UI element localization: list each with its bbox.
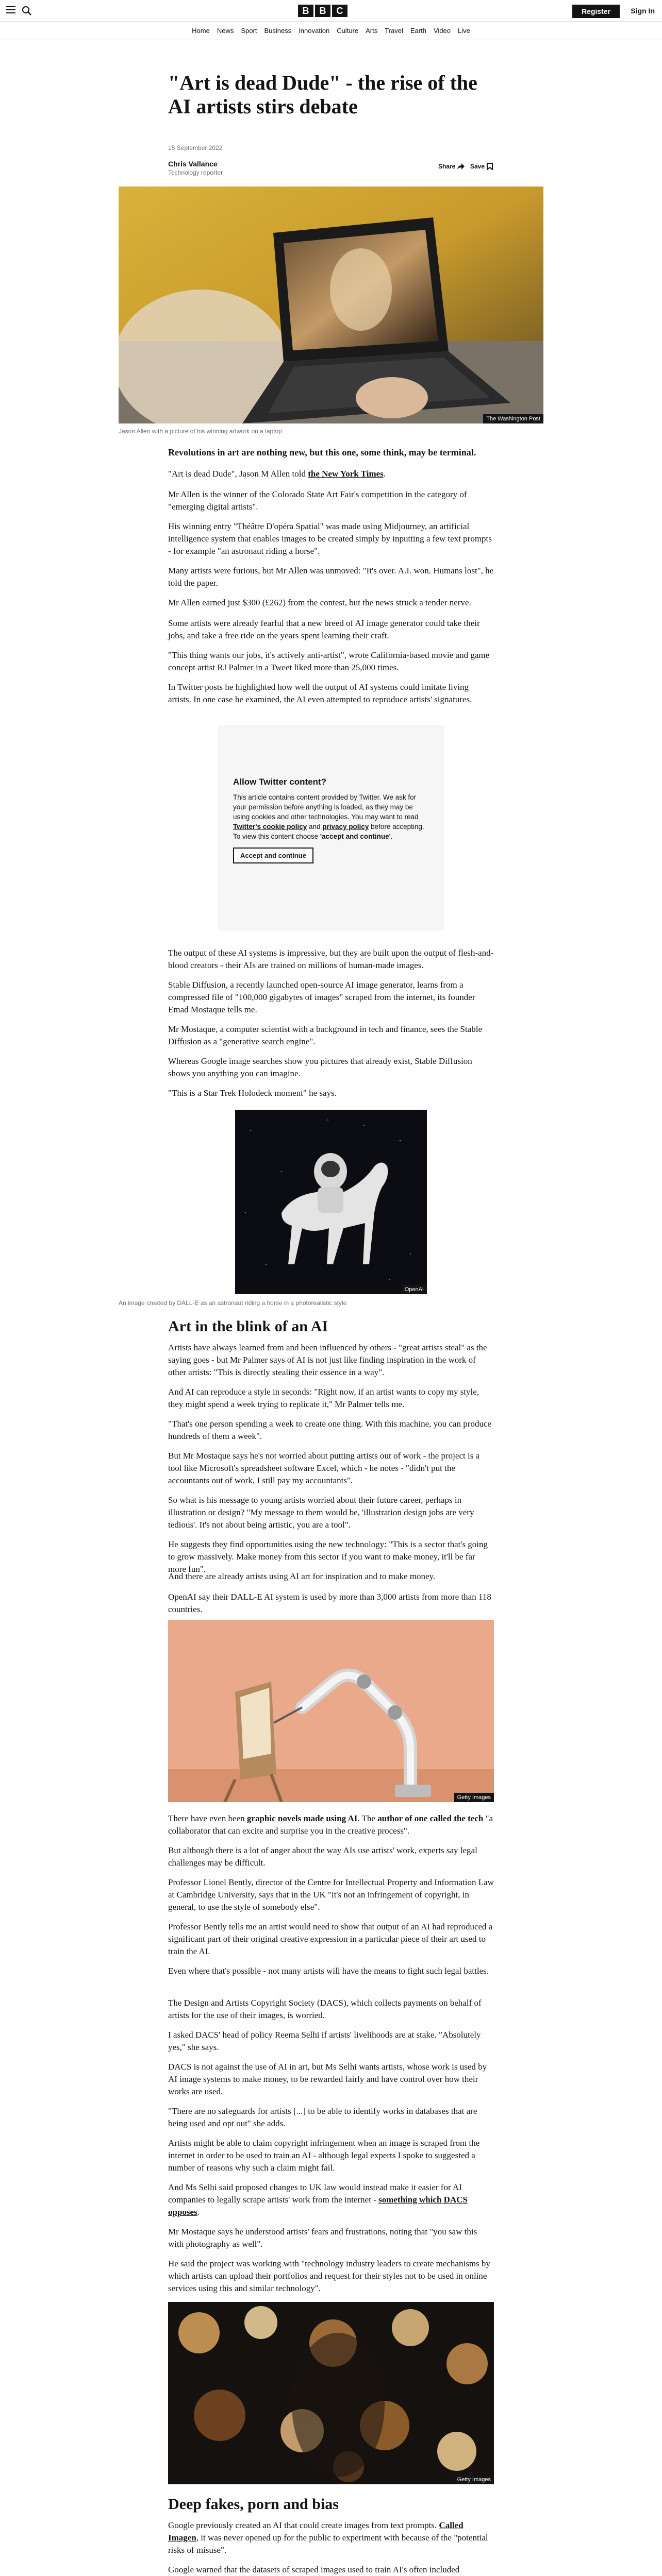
paragraph: "There are no safeguards for artists [...] to be able to identify works in databases that are being used and opt out" she adds. — [168, 2106, 477, 2128]
astronaut-horse-illustration — [235, 1110, 427, 1294]
consent-title: Allow Twitter content? — [233, 777, 327, 787]
paragraph — [168, 468, 494, 480]
nav-item-earth[interactable]: Earth — [410, 27, 426, 35]
logo-letter: C — [332, 5, 347, 17]
article-headline: "Art is dead Dude" - the rise of the AI artists stirs debate — [168, 71, 477, 118]
author-role: Technology reporter — [168, 169, 223, 176]
nav-item-innovation[interactable]: Innovation — [299, 27, 330, 35]
masthead — [0, 0, 662, 22]
accept-and-continue-button[interactable]: Accept and continue — [233, 848, 313, 863]
paragraph: Google warned that the datasets of scraped images used to train AI's often included — [168, 2565, 460, 2574]
logo-letter: B — [298, 5, 313, 17]
image-credit: OpenAI — [402, 1285, 427, 1294]
hero-caption: Jason Allen with a picture of his winning artwork on a laptop — [119, 428, 282, 435]
nav-item-travel[interactable]: Travel — [385, 27, 403, 35]
paragraph: "This is a Star Trek Holodeck moment" he says. — [168, 1088, 337, 1098]
image-credit: Getty Images — [454, 2475, 494, 2484]
bookmark-icon — [487, 163, 493, 170]
paragraph: He suggests they find opportunities using the new technology: "This is a sector that's going to grow massively. Make money from this sector if you want to make money, it'll be far more fun". — [168, 1539, 488, 1574]
paragraph: In Twitter posts he highlighted how well the output of AI systems could imitate living artists. In one case he examined, the AI even attempted to reproduce artists' signatures. — [168, 682, 472, 704]
paragraph: Whereas Google image searches show you pictures that already exist, Stable Diffusion shows you anything you can imagine. — [168, 1056, 472, 1078]
paragraph: "This thing wants our jobs, it's actively anti-artist", wrote California-based movie and game concept artist RJ Palmer in a Tweet liked more than 25,000 times. — [168, 650, 490, 672]
inline-link[interactable]: the New York Times — [308, 469, 384, 479]
robot-painting-image — [168, 1620, 494, 1802]
consent-text-part: . — [390, 833, 393, 840]
astronaut-caption: An image created by DALL-E as an astronaut riding a horse in a photorealistic style — [119, 1299, 347, 1307]
article-date: 15 September 2022 — [168, 144, 223, 151]
register-button[interactable]: Register — [572, 5, 620, 18]
main-nav — [0, 22, 662, 40]
paragraph: And AI can reproduce a style in seconds: "Right now, if an artist wants to copy my style, they might spend a week trying to replicate it," Mr Palmer tells me. — [168, 1387, 479, 1409]
paragraph: But Mr Mostaque says he's not worried about putting artists out of work - the project is a tool like Microsoft's spreadsheet software Excel, which - he notes - "didn't put the accountants out of work, I still pay my accountants". — [168, 1451, 480, 1485]
paragraph — [168, 2181, 494, 2218]
hero-image — [119, 187, 543, 423]
paragraph: Even where that's possible - not many artists will have the means to fight such legal battles. — [168, 1966, 489, 1976]
section-heading: Deep fakes, porn and bias — [168, 2496, 339, 2513]
share-icon — [457, 163, 465, 170]
paragraph — [168, 1812, 494, 1837]
twitter-cookie-policy-link[interactable]: Twitter's cookie policy — [233, 823, 307, 831]
paragraph: Professor Lionel Bently, director of the Centre for Intellectual Property and Information Law at Cambridge University, says that in the UK "it's not an infringement of copyright, in general, to use the style of somebody else". — [168, 1877, 494, 1912]
paragraph — [168, 2519, 494, 2556]
paragraph: Professor Bently tells me an artist would need to show that output of an AI had reproduced a significant part of their original creative expression in a particular piece of their art used to train the AI. — [168, 1922, 493, 1956]
privacy-policy-link[interactable]: privacy policy — [322, 823, 369, 831]
paragraph: Artists have always learned from and been influenced by others - "great artists steal" as the saying goes - but Mr Palmer says of AI is not just like finding inspiration in the work of other artists: "This is directly stealing their essence in a way". — [168, 1343, 487, 1377]
blurred-figure-photo — [168, 2302, 494, 2484]
nav-item-business[interactable]: Business — [264, 27, 292, 35]
share-button[interactable] — [438, 163, 465, 170]
nav-item-video[interactable]: Video — [433, 27, 451, 35]
paragraph-text: . The — [357, 1814, 378, 1823]
laptop-photo — [119, 187, 543, 423]
article-lead: Revolutions in art are nothing new, but this one, some think, may be terminal. — [168, 447, 476, 457]
nav-item-home[interactable]: Home — [192, 27, 210, 35]
inline-link[interactable]: Called Imagen — [168, 2520, 464, 2543]
paragraph: OpenAI say their DALL-E AI system is used by more than 3,000 artists from more than 118 countries. — [168, 1592, 491, 1614]
paragraph: And there are already artists using AI art for inspiration and to make money. — [168, 1571, 436, 1581]
save-label: Save — [470, 163, 485, 170]
paragraph-text: "a collaborator that can excite and surprise you in the creative process". — [168, 1814, 493, 1836]
astronaut-image — [235, 1110, 427, 1294]
nav-item-culture[interactable]: Culture — [337, 27, 359, 35]
paragraph-text: , it was never opened up for the public to experiment with because of the "potential risks of misuse". — [168, 2533, 488, 2555]
paragraph: Mr Allen earned just $300 (£262) from the contest, but the news struck a tender nerve. — [168, 598, 471, 607]
bokeh-photo — [168, 2302, 494, 2484]
signin-link[interactable]: Sign In — [631, 7, 655, 15]
nav-item-live[interactable]: Live — [457, 27, 470, 35]
paragraph: The output of these AI systems is impressive, but they are built upon the output of flesh-and-blood creators - their AIs are trained on millions of human-made images. — [168, 948, 494, 970]
paragraph: Artists might be able to claim copyright infringement when an image is scraped from the internet in order to be used to train an AI - although legal experts I spoke to suggested a number of reasons why such a claim might fail. — [168, 2138, 480, 2173]
inline-link[interactable]: author of one called the tech — [377, 1814, 484, 1823]
paragraph: I asked DACS' head of policy Reema Selhi if artists' livelihoods are at stake. "Absolutely yes," she says. — [168, 2030, 481, 2052]
paragraph: Stable Diffusion, a recently launched open-source AI image generator, learns from a compressed file of "100,000 gigabytes of images" scraped from the internet, its founder Emad Mostaque tells me. — [168, 980, 475, 1014]
image-credit: The Washington Post — [483, 414, 543, 423]
paragraph-text: And Ms Selhi said proposed changes to UK law would instead make it easier for AI companies to legally scrape artists' work from the internet - — [168, 2182, 462, 2205]
paragraph: The Design and Artists Copyright Society (DACS), which collects payments on behalf of artists for the use of their images, is worried. — [168, 1998, 482, 2020]
paragraph: So what is his message to young artists worried about their future career, perhaps in illustration or design? "My message to them would be, 'illustration design jobs are very tedious'. It's not about being artistic, you are a tool". — [168, 1495, 474, 1530]
menu-icon[interactable] — [6, 6, 15, 14]
paragraph: Some artists were already fearful that a new breed of AI image generator could take their jobs, and take a free ride on the years spent learning their craft. — [168, 618, 480, 640]
inline-link[interactable]: graphic novels made using AI — [246, 1814, 358, 1823]
consent-text-part: and — [307, 823, 323, 831]
paragraph-text: Google previously created an AI that could create images from text prompts. — [168, 2520, 439, 2530]
nav-item-news[interactable]: News — [217, 27, 234, 35]
paragraph: DACS is not against the use of AI in art, but Ms Selhi wants artists, whose work is used by AI image systems to make money, to be rewarded fairly and have control over how their works are used. — [168, 2062, 487, 2096]
paragraph-text: . — [197, 2207, 200, 2217]
save-button[interactable] — [470, 163, 493, 170]
logo-letter: B — [315, 5, 330, 17]
bbc-logo[interactable] — [298, 5, 347, 17]
paragraph: He said the project was working with "technology industry leaders to create mechanisms by which artists can upload their portfolios and request for their styles not to be used in online services using this and similar technology". — [168, 2259, 490, 2293]
inline-link[interactable]: something which DACS opposes — [168, 2195, 468, 2217]
paragraph: But although there is a lot of anger about the way AIs use artists' work, experts say legal challenges may be difficult. — [168, 1845, 477, 1868]
robot-arm-illustration — [168, 1620, 494, 1802]
consent-text — [233, 792, 429, 841]
paragraph-text: . — [383, 469, 386, 479]
paragraph: Mr Allen is the winner of the Colorado State Art Fair's competition in the category of "emerging digital artists". — [168, 489, 467, 512]
section-heading: Art in the blink of an AI — [168, 1318, 328, 1335]
nav-item-sport[interactable]: Sport — [241, 27, 257, 35]
search-icon[interactable] — [22, 6, 32, 16]
consent-choice: 'accept and continue' — [320, 833, 391, 840]
share-label: Share — [438, 163, 456, 170]
consent-text-part: before accepting. To view this content choose — [233, 823, 424, 840]
image-credit: Getty Images — [454, 1793, 494, 1802]
paragraph-text: There have even been — [168, 1814, 247, 1823]
paragraph: Mr Mostaque says he understood artists' fears and frustrations, noting that "you saw this with photography as well". — [168, 2227, 477, 2249]
paragraph-text: "Art is dead Dude", Jason M Allen told — [168, 469, 308, 479]
author-name: Chris Vallance — [168, 160, 218, 168]
paragraph: "That's one person spending a week to create one thing. With this machine, you can produce hundreds of them a week". — [168, 1419, 491, 1441]
nav-item-arts[interactable]: Arts — [366, 27, 378, 35]
consent-text-part: This article contains content provided by Twitter. We ask for your permission before anything is loaded, as they may be using cookies and other technologies. You may want to read — [233, 793, 419, 821]
paragraph: His winning entry "Théâtre D'opéra Spatial" was made using Midjourney, an artificial intelligence system that enables images to be created simply by inputting a few text prompts - for example "an astronaut riding a horse". — [168, 521, 492, 556]
paragraph: Many artists were furious, but Mr Allen was unmoved: "It's over. A.I. won. Humans lost", he told the paper. — [168, 566, 494, 588]
paragraph: Mr Mostaque, a computer scientist with a background in tech and finance, sees the Stable Diffusion as a "generative search engine". — [168, 1024, 482, 1046]
twitter-consent-panel — [218, 725, 444, 930]
